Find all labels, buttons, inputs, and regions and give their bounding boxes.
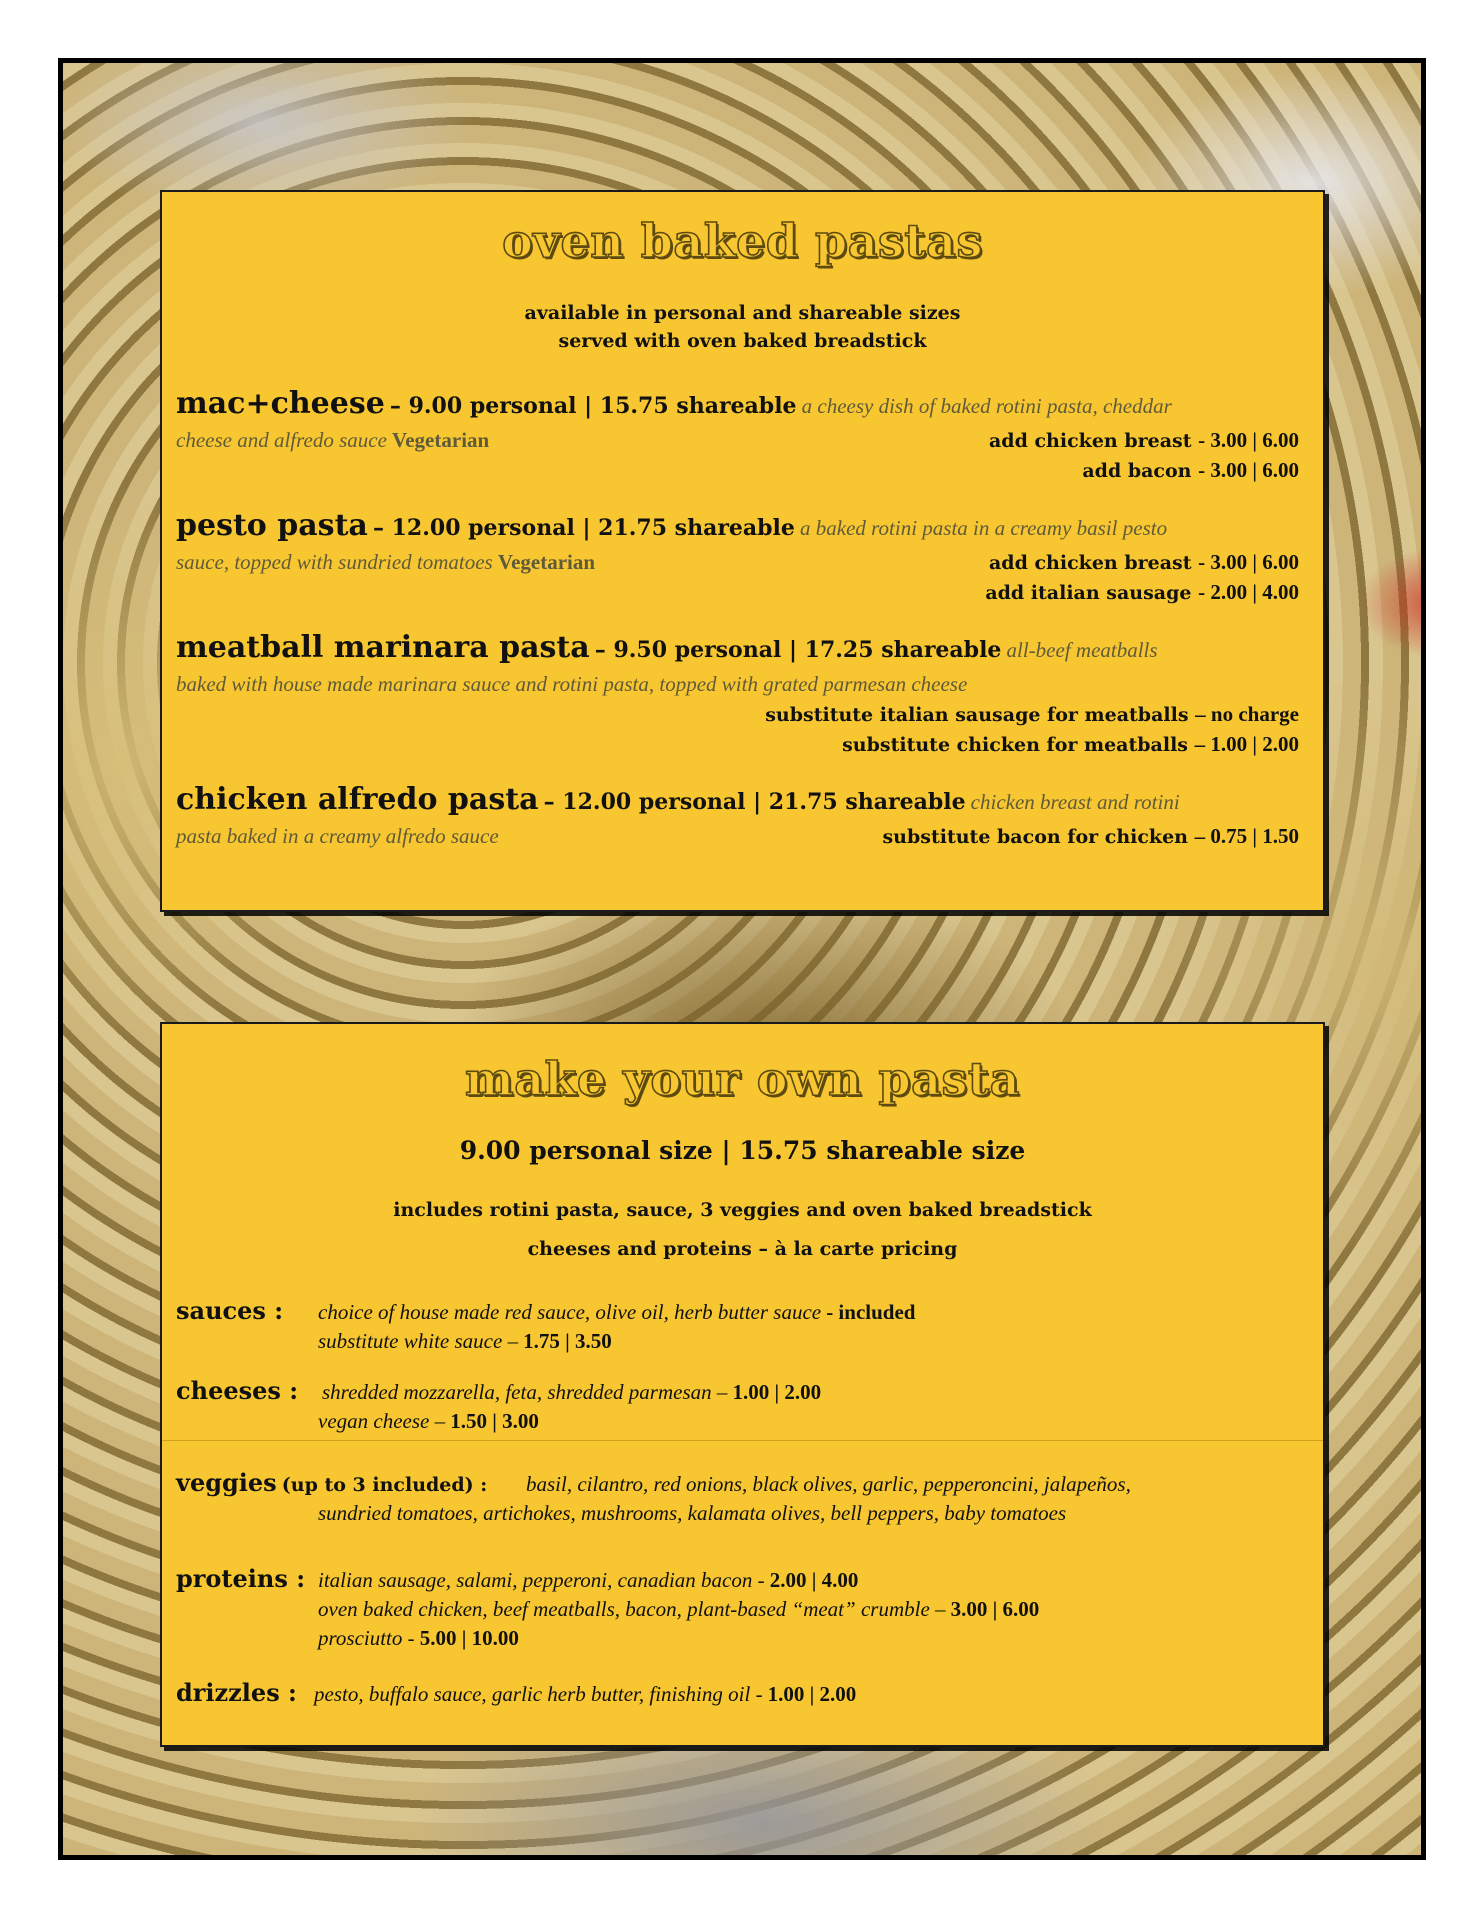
protein-price-2: 3.00 | 6.00 <box>950 1597 1040 1621</box>
item-description: a cheesy dish of baked rotini pasta, cheddar <box>801 394 1172 418</box>
item-name: meatball marinara pasta <box>176 630 590 665</box>
vegetarian-tag: Vegetarian <box>497 550 596 574</box>
addon-price: – 0.75 | 1.50 <box>1194 824 1299 848</box>
veggies-label: veggies <box>176 1468 277 1497</box>
size-prices: 9.00 personal size | 15.75 shareable size <box>459 1136 1026 1165</box>
item-price: – 12.00 personal | 21.75 shareable <box>543 789 966 815</box>
protein-price-1: 2.00 | 4.00 <box>769 1568 859 1592</box>
addon-row <box>882 824 1299 849</box>
addon-label: substitute chicken for meatballs <box>842 734 1188 756</box>
item-name: chicken alfredo pasta <box>176 782 539 817</box>
cheeses-line-2 <box>318 1409 539 1434</box>
item-description: chicken breast and rotini <box>970 790 1180 814</box>
proteins-line-2 <box>318 1597 1039 1622</box>
cheese-price: 1.00 | 2.00 <box>732 1380 822 1404</box>
item-description-2: cheese and alfredo sauce <box>176 428 387 452</box>
menu-item-mac-cheese <box>176 386 1299 421</box>
item-description-2: pasta baked in a creamy alfredo sauce <box>176 824 499 848</box>
drizzles-line-1 <box>314 1682 856 1707</box>
protein-options-2: oven baked chicken, beef meatballs, bacon, plant-based “meat” crumble – <box>318 1597 946 1621</box>
addon-price: - 3.00 | 6.00 <box>1198 458 1299 482</box>
addon-row <box>1082 458 1299 483</box>
addon-price: - 3.00 | 6.00 <box>1198 550 1299 574</box>
cheese-options: shredded mozzarella, feta, shredded parmesan – <box>322 1380 728 1404</box>
item-description-2: baked with house made marinara sauce and rotini pasta, topped with grated parmesan cheese <box>176 672 968 696</box>
drizzles-label: drizzles : <box>176 1678 297 1707</box>
addon-label: add italian sausage <box>985 582 1192 604</box>
vegetarian-tag: Vegetarian <box>392 428 490 452</box>
item-description-2: sauce, topped with sundried tomatoes <box>176 550 493 574</box>
addon-label: add bacon <box>1082 460 1192 482</box>
section-divider <box>162 1440 1323 1441</box>
cheeses-line-1 <box>322 1380 821 1405</box>
item-description-line <box>176 672 1299 697</box>
drizzle-options: pesto, buffalo sauce, garlic herb butter, finishing oil - <box>314 1682 763 1706</box>
proteins-line-3 <box>318 1626 519 1651</box>
veggies-line-1: basil, cilantro, red onions, black olives, garlic, pepperoncini, jalapeños, <box>526 1472 1131 1496</box>
addon-row <box>985 580 1299 605</box>
addon-label: substitute italian sausage for meatballs <box>765 704 1189 726</box>
item-description: a baked rotini pasta in a creamy basil pesto <box>800 516 1168 540</box>
item-description: all-beef meatballs <box>1006 638 1158 662</box>
addon-price: - 2.00 | 4.00 <box>1198 580 1299 604</box>
sauces-line-1 <box>318 1300 915 1325</box>
item-name: mac+cheese <box>176 386 385 421</box>
addon-price: – 1.00 | 2.00 <box>1194 732 1299 756</box>
white-sauce-option: substitute white sauce – <box>318 1329 519 1353</box>
make-your-own-title: make your own pasta <box>465 1052 1020 1106</box>
veggies-line-2: sundried tomatoes, artichokes, mushrooms, kalamata olives, bell peppers, baby tomatoes <box>318 1501 1067 1525</box>
addon-label: substitute bacon for chicken <box>882 826 1188 848</box>
proteins-label: proteins : <box>176 1564 306 1593</box>
addon-price: – no charge <box>1195 702 1299 726</box>
addon-row <box>842 732 1299 757</box>
proteins-line-1 <box>318 1568 858 1593</box>
sauce-price: - included <box>826 1300 916 1324</box>
protein-options-1: italian sausage, salami, pepperoni, canadian bacon - <box>318 1568 765 1592</box>
make-your-own-panel <box>160 1022 1325 1747</box>
includes-note: includes rotini pasta, sauce, 3 veggies and oven baked breadstick <box>393 1199 1092 1221</box>
addon-row <box>765 702 1299 727</box>
addon-row <box>989 550 1299 575</box>
a-la-carte-note: cheeses and proteins – à la carte pricing <box>527 1238 958 1260</box>
drizzle-price: 1.00 | 2.00 <box>767 1682 857 1706</box>
addon-label: add chicken breast <box>988 430 1192 452</box>
oven-baked-title: oven baked pastas <box>502 214 983 268</box>
oven-baked-subtitle-2: served with oven baked breadstick <box>558 330 927 352</box>
protein-options-3: prosciutto - <box>318 1626 415 1650</box>
sauces-label: sauces : <box>176 1296 284 1325</box>
cheeses-label: cheeses : <box>176 1376 299 1405</box>
item-price: – 9.00 personal | 15.75 shareable <box>389 393 797 419</box>
menu-item-pesto-pasta <box>176 508 1299 543</box>
protein-price-3: 5.00 | 10.00 <box>419 1626 519 1650</box>
item-price: – 12.00 personal | 21.75 shareable <box>372 515 795 541</box>
addon-label: add chicken breast <box>988 552 1192 574</box>
white-sauce-price: 1.75 | 3.50 <box>523 1329 612 1353</box>
vegan-cheese-price: 1.50 | 3.00 <box>450 1409 539 1433</box>
menu-item-meatball-marinara <box>176 630 1299 665</box>
item-price: – 9.50 personal | 17.25 shareable <box>594 637 1002 663</box>
veggies-heading <box>176 1468 487 1497</box>
menu-item-chicken-alfredo <box>176 782 1299 817</box>
addon-row <box>989 428 1299 453</box>
oven-baked-pastas-panel <box>160 190 1325 912</box>
addon-price: - 3.00 | 6.00 <box>1198 428 1299 452</box>
veggies-note: (up to 3 included) : <box>281 1474 488 1496</box>
sauce-options: choice of house made red sauce, olive oil, herb butter sauce <box>318 1300 822 1324</box>
oven-baked-subtitle-1: available in personal and shareable sizes <box>524 302 961 324</box>
sauces-line-2 <box>318 1329 612 1354</box>
item-name: pesto pasta <box>176 508 368 543</box>
vegan-cheese-option: vegan cheese – <box>318 1409 446 1433</box>
